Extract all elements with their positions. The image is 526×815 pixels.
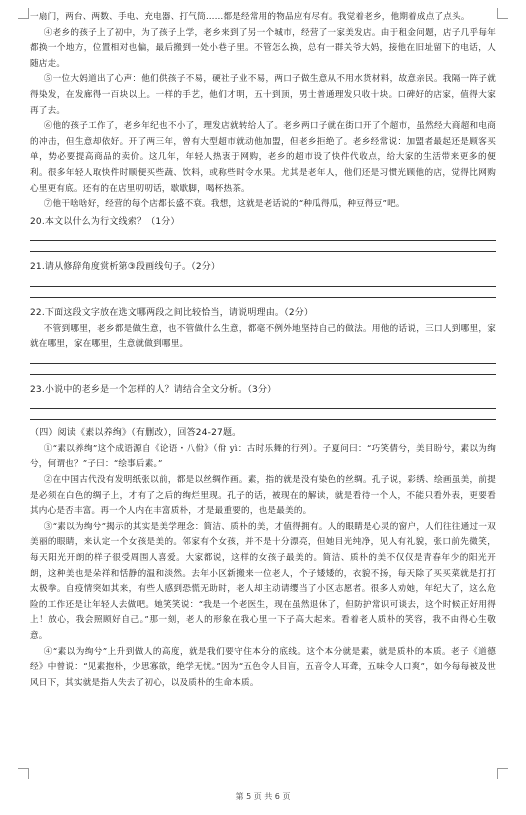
crop-mark-bottom-right [497,768,508,779]
answer-line[interactable] [30,251,496,252]
story-paragraph-4: ④老乡的孩子上了初中，为了孩子上学，老乡来到了另一个城市，经营了一家美发店。由于租金问题，店子几乎每年都换一个地方，位置相对也偏，最后搬到一处小巷子里。不管怎么换，总有一群关爷大妈，接他在旧址留下的电话，人随店走。 [30,27,496,69]
question-23: 23.小说中的老乡是一个怎样的人？请结合全文分析。（3分） [30,384,277,395]
essay-paragraph-2: ②在中国古代没有发明纸张以前，都是以丝绸作画。素，指的就是没有染色的丝绸。孔子说，彩绣、绘画虽美，前提是必须在白色的绸子上，才有了之后的绚烂里现。孔子的话，被现在的解读，就是看待一个人，不能只看外表，更要看其内心是否丰富。再一个人内在丰富质朴，才是最重要的，也是最美的。 [30,475,496,517]
crop-mark-top-right [497,8,508,19]
story-paragraph-5: ⑤一位大妈道出了心声：他们供孩子不易，硬社子业不易，两口子做生意从不用水货材料，故意亲民。我隔一阵子就得染发，在发廊得一百块以上。一样的手艺，他们才明，五十到顶，男士普通理发只收十块。口碑好的店家，值得大家再了去。 [30,74,496,116]
answer-line[interactable] [30,363,496,364]
crop-mark-bottom-left [18,768,29,779]
answer-line[interactable] [30,297,496,298]
story-paragraph-7: ⑦他干啥啥好，经营的每个店都长盛不衰。我想，这就是老话说的“种瓜得瓜，种豆得豆”吧。 [43,199,405,210]
crop-mark-top-left [18,8,29,19]
section-4-heading: （四）阅读《素以养绚》（有删改），回答24-27题。 [30,428,242,439]
page-number: 第 5 页 共 6 页 [235,792,291,801]
story-paragraph-continued: 一扇门，两台、两数、手电、充电器、打气筒……都是经常用的物品应有尽有。我觉着老乡，他期着成点了点头。 [30,12,470,22]
question-20: 20.本文以什么为行文线索？（1分） [30,216,180,227]
essay-paragraph-3: ③“素以为绚兮”揭示的其实是美学理念：简洁、质朴的美，才值得拥有。人的眼睛是心灵的窗户，人们往往通过一双美丽的眼睛，来认定一个女孩是美的。邻家有个女孩，并不是十分漂亮，但她目光纯净，见人有礼貌，张口前先微笑，每天阳光开朗的样子很受周围人喜爱。大家都说，这样的女孩子最美的。简洁、质朴的美不仅仅是青春年少的阳光开朗，这种美也是朵祥和恬静的温和淡然。去年小区新搬来一位老人，个子矮矮的，衣貌不扬，每天除了买买菜就是打打太极拳。自疫情突如其来，有些人感到恐慌无助时，老人却主动请缨当了小区志愿者。很多人劝她，年纪大了，这么危险的工作还是让年轻人去做吧。她笑笑说：“我是一个老医生，现在虽然退休了，但防护常识可谈去，这个时候正好用得上！放心，我会照顾好自己。”那一刻，老人的形象在我心里一下子高大起来。看着老人质朴的笑容，我不由得心生敬意。 [30,521,496,641]
question-22-passage: 不管到哪里，老乡都是做生意，也不管做什么生意，都毫不例外地坚持自己的做法。用他的话说，三口人到哪里，家就在哪里，家在哪里，生意就做到哪里。 [30,323,496,350]
answer-line[interactable] [30,286,496,287]
answer-line[interactable] [30,408,496,409]
answer-line[interactable] [30,374,496,375]
story-paragraph-6: ⑥他的孩子工作了，老乡年纪也不小了，理发店就转给人了。老乡两口子就在街口开了个超市，虽然经大商超和电商的冲击，但生意却依好。开了两三年，曾有大型超市就动他加盟，但老乡拒绝了。老乡经常说：加盟者最起还是顾客买单，势必要提高商品的卖价。这几年，年轻人热衷于网购，老乡的超市设了快件代收点，给大家的生活带来更多的便利。很多年轻人取快件时顺便买些蔬、饮料，或称些时令水果。尤其是老年人，他们还是习惯光顾他的店，觉得比网购心里更有底。还有的在店里叨叨话，歇歇脚，喝杯热茶。 [30,121,496,194]
answer-line[interactable] [30,240,496,241]
essay-paragraph-1: ①“素以养绚”这个成语源自《论语・八佾》（佾 yì：古时乐舞的行列）。子夏问曰：“巧笑倩兮，美目盼兮，素以为绚兮，何谓也？”子曰：“绘事后素。” [30,443,496,470]
question-22: 22.下面这段文字放在选文哪两段之间比较恰当，请说明理由。（2分） [30,307,314,318]
essay-paragraph-4: ④“素以为绚兮”上升到做人的高度，就是我们要守住本分的底线。这个本分就是素，就是质朴的本质。老子《道德经》中曾说：“见素抱朴，少思寡欲，绝学无忧。”因为“五色令人目盲，五音令人耳聋，五味令人口爽”，如今每每被及世风日下，其实就是指人失去了初心，以及质朴的生命本质。 [30,646,496,688]
page-content [30,10,496,691]
question-21: 21.请从修辞角度赏析第③段画线句子。（2分） [30,262,221,273]
